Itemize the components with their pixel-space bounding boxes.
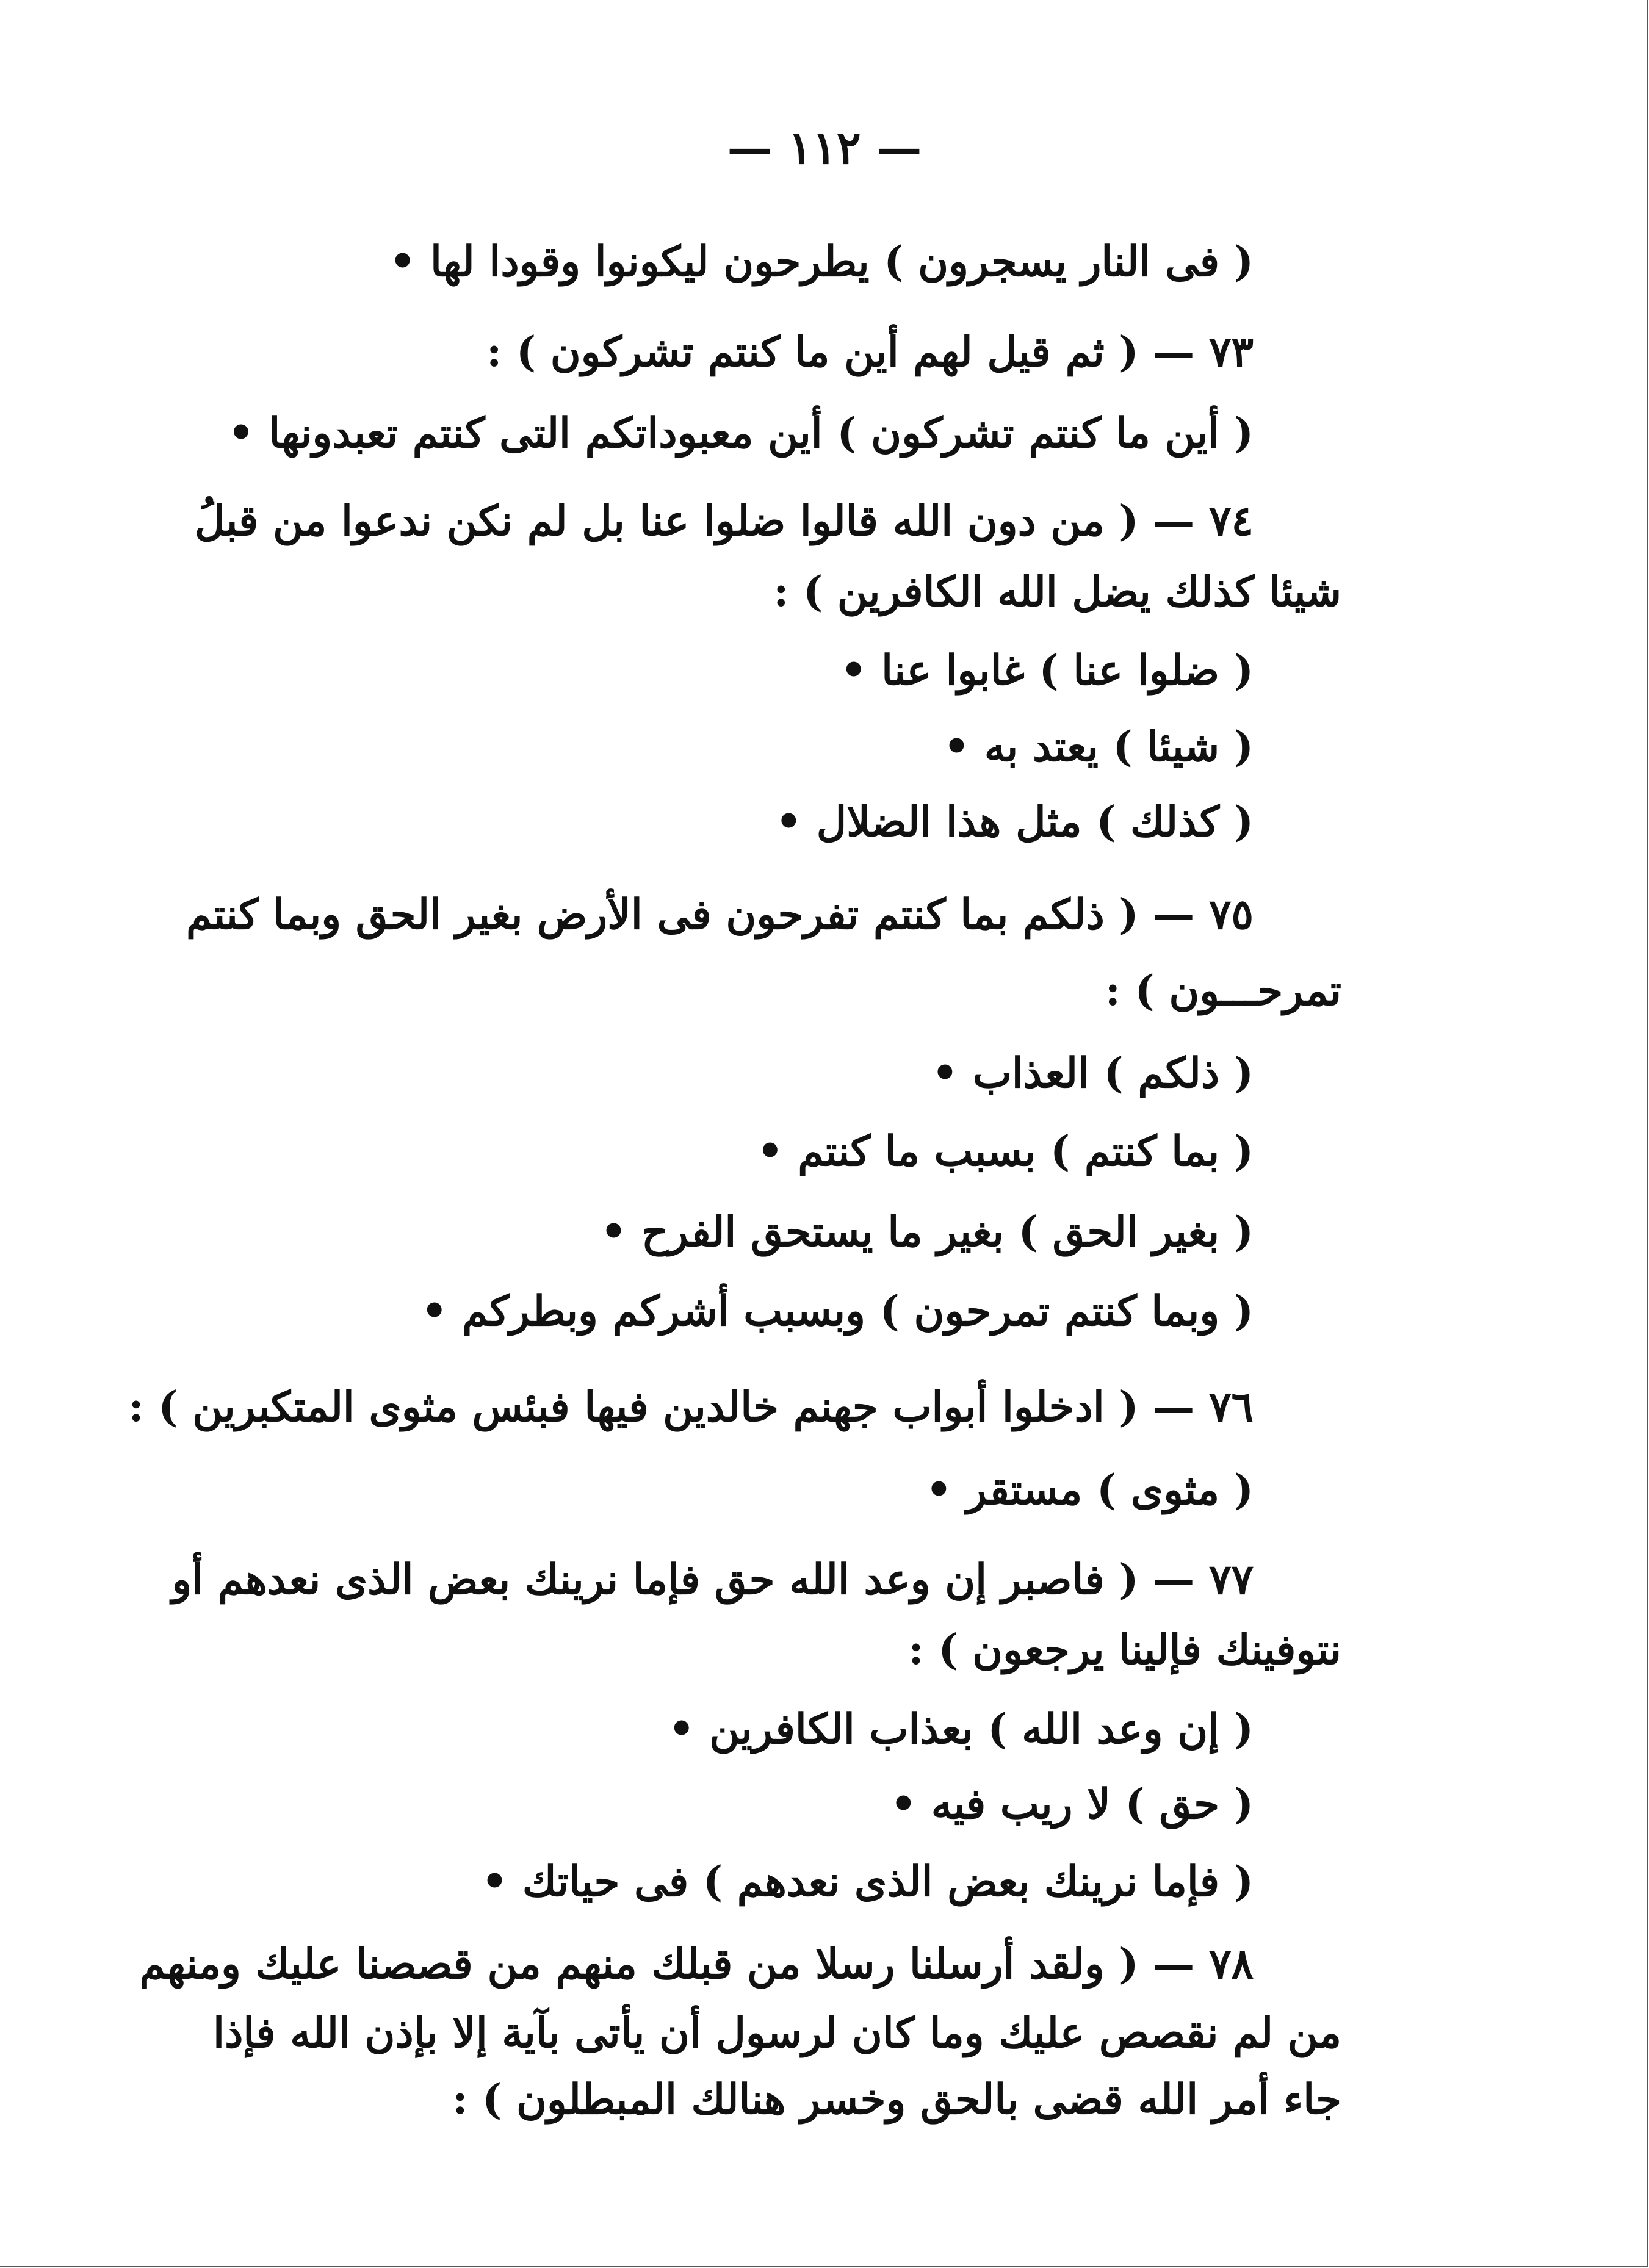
- text-line: ( وبما كنتم تمرحون ) وبسبب أشركم وبطركم •: [421, 1287, 1254, 1336]
- text-line: ( بما كنتم ) بسبب ما كنتم •: [757, 1127, 1254, 1176]
- verse-78-heading: ٧٨ — ( ولقد أرسلنا رسلا من قبلك منهم من قصصنا عليك ومنهم: [139, 1940, 1254, 1989]
- verse-78-continuation: جاء أمر الله قضى بالحق وخسر هنالك المبطلون ) :: [452, 2075, 1341, 2124]
- verse-77-continuation: نتوفينك فإلينا يرجعون ) :: [908, 1625, 1341, 1674]
- text-line: ( ضلوا عنا ) غابوا عنا •: [840, 646, 1254, 695]
- verse-73-heading: ٧٣ — ( ثم قيل لهم أين ما كنتم تشركون ) :: [486, 328, 1254, 376]
- text-line: ( فإما نرينك بعض الذى نعدهم ) فى حياتك •: [481, 1857, 1254, 1906]
- verse-74-heading: ٧٤ — ( من دون الله قالوا ضلوا عنا بل لم نكن ندعوا من قبلُ: [194, 497, 1254, 545]
- verse-75-continuation: تمرحـــون ) :: [1105, 967, 1341, 1015]
- text-line: ( مثوى ) مستقر •: [925, 1466, 1254, 1514]
- verse-75-heading: ٧٥ — ( ذلكم بما كنتم تفرحون فى الأرض بغير الحق وبما كنتم: [186, 890, 1254, 939]
- text-line: ( ذلكم ) العذاب •: [931, 1049, 1254, 1098]
- text-line: ( شيئا ) يعتد به •: [943, 722, 1254, 771]
- verse-77-heading: ٧٧ — ( فاصبر إن وعد الله حق فإما نرينك بعض الذى نعدهم أو: [171, 1555, 1254, 1604]
- text-line: ( كذلك ) مثل هذا الضلال •: [775, 797, 1254, 846]
- verse-74-continuation: شيئا كذلك يضل الله الكافرين ) :: [773, 567, 1341, 616]
- verse-76-heading: ٧٦ — ( ادخلوا أبواب جهنم خالدين فيها فبئس مثوى المتكبرين ) :: [128, 1383, 1254, 1431]
- text-line: ( حق ) لا ريب فيه •: [890, 1780, 1254, 1829]
- text-line: ( إن وعد الله ) بعذاب الكافرين •: [668, 1705, 1254, 1754]
- text-line: ( أين ما كنتم تشركون ) أين معبوداتكم التى كنتم تعبدونها •: [228, 409, 1254, 458]
- page-number: — ١١٢ —: [727, 122, 922, 175]
- text-line: ( بغير الحق ) بغير ما يستحق الفرح •: [600, 1208, 1254, 1256]
- verse-78-continuation: من لم نقصص عليك وما كان لرسول أن يأتى بآية إلا بإذن الله فإذا: [213, 2009, 1341, 2057]
- text-line: ( فى النار يسجرون ) يطرحون ليكونوا وقودا لها •: [389, 237, 1254, 286]
